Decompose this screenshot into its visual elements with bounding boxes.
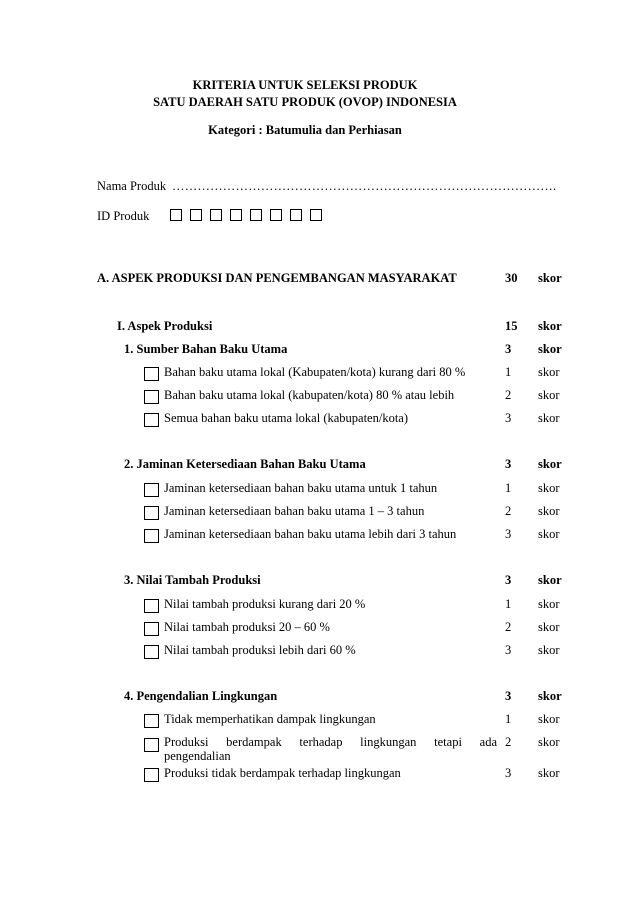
- option-text: Nilai tambah produksi lebih dari 60 %: [164, 643, 356, 657]
- option-text: Produksi berdampak terhadap lingkungan tetapi ada: [164, 735, 497, 749]
- option-score: 1: [505, 712, 512, 726]
- id-produk-label: ID Produk: [97, 209, 150, 223]
- option-checkbox[interactable]: [144, 738, 159, 752]
- form-title-line2: SATU DAERAH SATU PRODUK (OVOP) INDONESIA: [153, 95, 457, 109]
- id-digit-box[interactable]: [290, 209, 302, 221]
- option-checkbox[interactable]: [144, 413, 159, 427]
- option-score: 2: [505, 504, 512, 518]
- option-unit: skor: [538, 620, 560, 634]
- id-digit-box[interactable]: [250, 209, 262, 221]
- criterion-heading: 4. Pengendalian Lingkungan: [124, 689, 278, 703]
- id-produk-boxes: [170, 209, 322, 221]
- option-unit: skor: [538, 766, 560, 780]
- option-checkbox[interactable]: [144, 506, 159, 520]
- subsection-unit: skor: [538, 319, 562, 333]
- option-text: Semua bahan baku utama lokal (kabupaten/kota): [164, 411, 409, 425]
- option-unit: skor: [538, 481, 560, 495]
- option-unit: skor: [538, 597, 560, 611]
- option-unit: skor: [538, 388, 560, 402]
- option-score: 3: [505, 766, 512, 780]
- subsection-score: 15: [505, 319, 518, 333]
- option-score: 3: [505, 411, 512, 425]
- option-unit: skor: [538, 365, 560, 379]
- criterion-heading: 2. Jaminan Ketersediaan Bahan Baku Utama: [124, 457, 366, 471]
- option-text: Bahan baku utama lokal (kabupaten/kota) 80 % atau lebih: [164, 388, 455, 402]
- option-score: 1: [505, 597, 512, 611]
- criterion-unit: skor: [538, 457, 562, 471]
- option-unit: skor: [538, 504, 560, 518]
- nama-produk-field[interactable]: ……………………………………………………………………………….: [172, 179, 557, 193]
- option-score: 3: [505, 527, 512, 541]
- criterion-unit: skor: [538, 689, 562, 703]
- option-unit: skor: [538, 527, 560, 541]
- option-unit: skor: [538, 712, 560, 726]
- option-checkbox[interactable]: [144, 599, 159, 613]
- option-score: 1: [505, 481, 512, 495]
- criterion-score: 3: [505, 342, 512, 356]
- option-checkbox[interactable]: [144, 622, 159, 636]
- option-text: Produksi tidak berdampak terhadap lingkungan: [164, 766, 401, 780]
- option-text: Tidak memperhatikan dampak lingkungan: [164, 712, 376, 726]
- section-score: 30: [505, 271, 518, 285]
- option-text: Jaminan ketersediaan bahan baku utama 1 – 3 tahun: [164, 504, 425, 518]
- criterion-score: 3: [505, 689, 512, 703]
- id-digit-box[interactable]: [190, 209, 202, 221]
- id-digit-box[interactable]: [170, 209, 182, 221]
- criterion-score: 3: [505, 457, 512, 471]
- option-checkbox[interactable]: [144, 714, 159, 728]
- option-checkbox[interactable]: [144, 367, 159, 381]
- criterion-unit: skor: [538, 342, 562, 356]
- option-checkbox[interactable]: [144, 645, 159, 659]
- criterion-heading: 3. Nilai Tambah Produksi: [124, 573, 261, 587]
- option-checkbox[interactable]: [144, 483, 159, 497]
- option-checkbox[interactable]: [144, 768, 159, 782]
- subsection-heading: I. Aspek Produksi: [117, 319, 213, 333]
- option-unit: skor: [538, 643, 560, 657]
- option-score: 2: [505, 620, 512, 634]
- option-score: 2: [505, 735, 512, 749]
- option-score: 1: [505, 365, 512, 379]
- option-checkbox[interactable]: [144, 390, 159, 404]
- section-heading: A. ASPEK PRODUKSI DAN PENGEMBANGAN MASYARAKAT: [97, 271, 457, 285]
- section-unit: skor: [538, 271, 562, 285]
- id-digit-box[interactable]: [230, 209, 242, 221]
- option-checkbox[interactable]: [144, 529, 159, 543]
- id-digit-box[interactable]: [210, 209, 222, 221]
- option-text: Bahan baku utama lokal (Kabupaten/kota) kurang dari 80 %: [164, 365, 466, 379]
- option-text-continued: pengendalian: [164, 749, 231, 763]
- option-text: Nilai tambah produksi kurang dari 20 %: [164, 597, 366, 611]
- criterion-unit: skor: [538, 573, 562, 587]
- criterion-score: 3: [505, 573, 512, 587]
- id-digit-box[interactable]: [310, 209, 322, 221]
- criterion-heading: 1. Sumber Bahan Baku Utama: [124, 342, 288, 356]
- id-digit-box[interactable]: [270, 209, 282, 221]
- option-text: Nilai tambah produksi 20 – 60 %: [164, 620, 330, 634]
- option-text: Jaminan ketersediaan bahan baku utama lebih dari 3 tahun: [164, 527, 457, 541]
- option-score: 2: [505, 388, 512, 402]
- option-unit: skor: [538, 735, 560, 749]
- option-text: Jaminan ketersediaan bahan baku utama untuk 1 tahun: [164, 481, 438, 495]
- option-score: 3: [505, 643, 512, 657]
- form-title-line1: KRITERIA UNTUK SELEKSI PRODUK: [192, 78, 418, 92]
- nama-produk-label: Nama Produk: [97, 179, 167, 193]
- category-label: Kategori : Batumulia dan Perhiasan: [208, 123, 402, 137]
- option-unit: skor: [538, 411, 560, 425]
